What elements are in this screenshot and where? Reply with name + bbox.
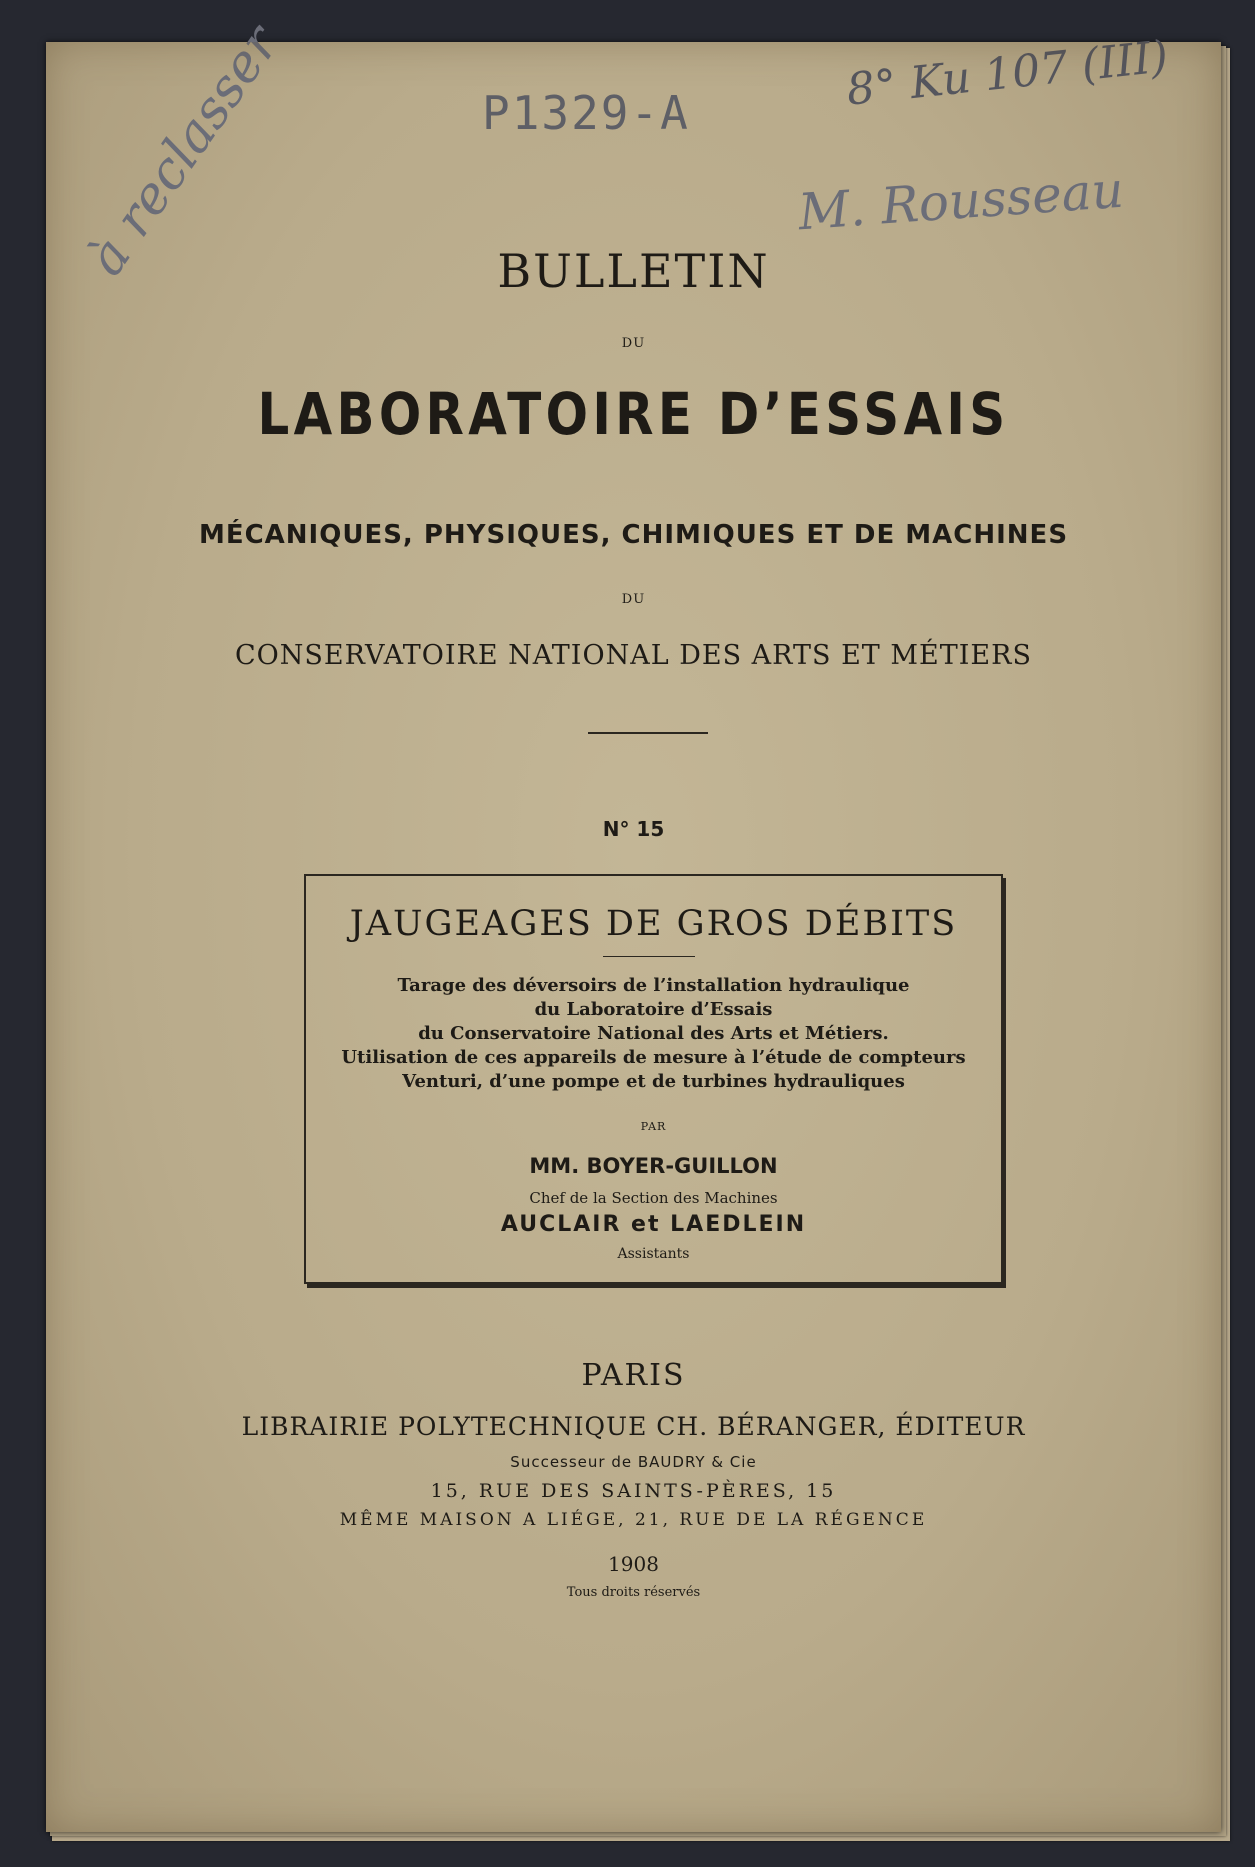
publisher-city: PARIS bbox=[581, 1358, 686, 1393]
handwritten-note-left: à reclasser bbox=[76, 15, 291, 287]
publication-year: 1908 bbox=[608, 1552, 659, 1576]
description-line: Utilisation de ces appareils de mesure à l’étude de compteurs bbox=[341, 1047, 966, 1068]
description-line: Tarage des déversoirs de l’installation hydraulique bbox=[397, 975, 910, 996]
conservatoire-title: CONSERVATOIRE NATIONAL DES ARTS ET MÉTIERS bbox=[235, 640, 1032, 671]
laboratoire-title: LABORATOIRE D’ESSAIS bbox=[257, 380, 1010, 448]
article-title-rule bbox=[603, 956, 695, 957]
description-line: du Laboratoire d’Essais bbox=[534, 999, 773, 1020]
call-number-annotation: 8° Ku 107 (III) bbox=[844, 31, 1171, 116]
title-divider bbox=[588, 732, 708, 734]
author-assistants-role: Assistants bbox=[617, 1246, 690, 1262]
du-connector: DU bbox=[621, 336, 646, 351]
publisher-successor: Successeur de BAUDRY & Cie bbox=[510, 1453, 757, 1471]
issue-number: N° 15 bbox=[602, 817, 665, 841]
publisher-address: 15, RUE DES SAINTS-PÈRES, 15 bbox=[430, 1480, 837, 1502]
bulletin-title: BULLETIN bbox=[497, 244, 770, 298]
article-frame bbox=[304, 874, 1003, 1284]
article-description bbox=[306, 974, 1001, 1094]
handwritten-note-right: M. Rousseau bbox=[796, 160, 1126, 242]
rights-notice: Tous droits réservés bbox=[566, 1585, 701, 1600]
article-title: JAUGEAGES DE GROS DÉBITS bbox=[349, 904, 958, 944]
stamp-number: P1329-A bbox=[482, 86, 690, 140]
document-cover bbox=[46, 15, 1221, 1832]
description-line: Venturi, d’une pompe et de turbines hydrauliques bbox=[402, 1071, 905, 1092]
author-assistants: AUCLAIR et LAEDLEIN bbox=[500, 1212, 807, 1237]
laboratoire-subtitle: MÉCANIQUES, PHYSIQUES, CHIMIQUES ET DE MACHINES bbox=[198, 520, 1069, 550]
publisher-branch: MÊME MAISON A LIÉGE, 21, RUE DE LA RÉGENCE bbox=[339, 1510, 928, 1530]
du-connector-2: DU bbox=[621, 592, 646, 607]
author-primary: MM. BOYER-GUILLON bbox=[529, 1154, 778, 1178]
publisher-name: LIBRAIRIE POLYTECHNIQUE CH. BÉRANGER, ÉDITEUR bbox=[241, 1412, 1026, 1441]
author-primary-role: Chef de la Section des Machines bbox=[529, 1189, 778, 1207]
par-label: PAR bbox=[640, 1120, 667, 1133]
description-line: du Conservatoire National des Arts et Métiers. bbox=[418, 1023, 889, 1044]
